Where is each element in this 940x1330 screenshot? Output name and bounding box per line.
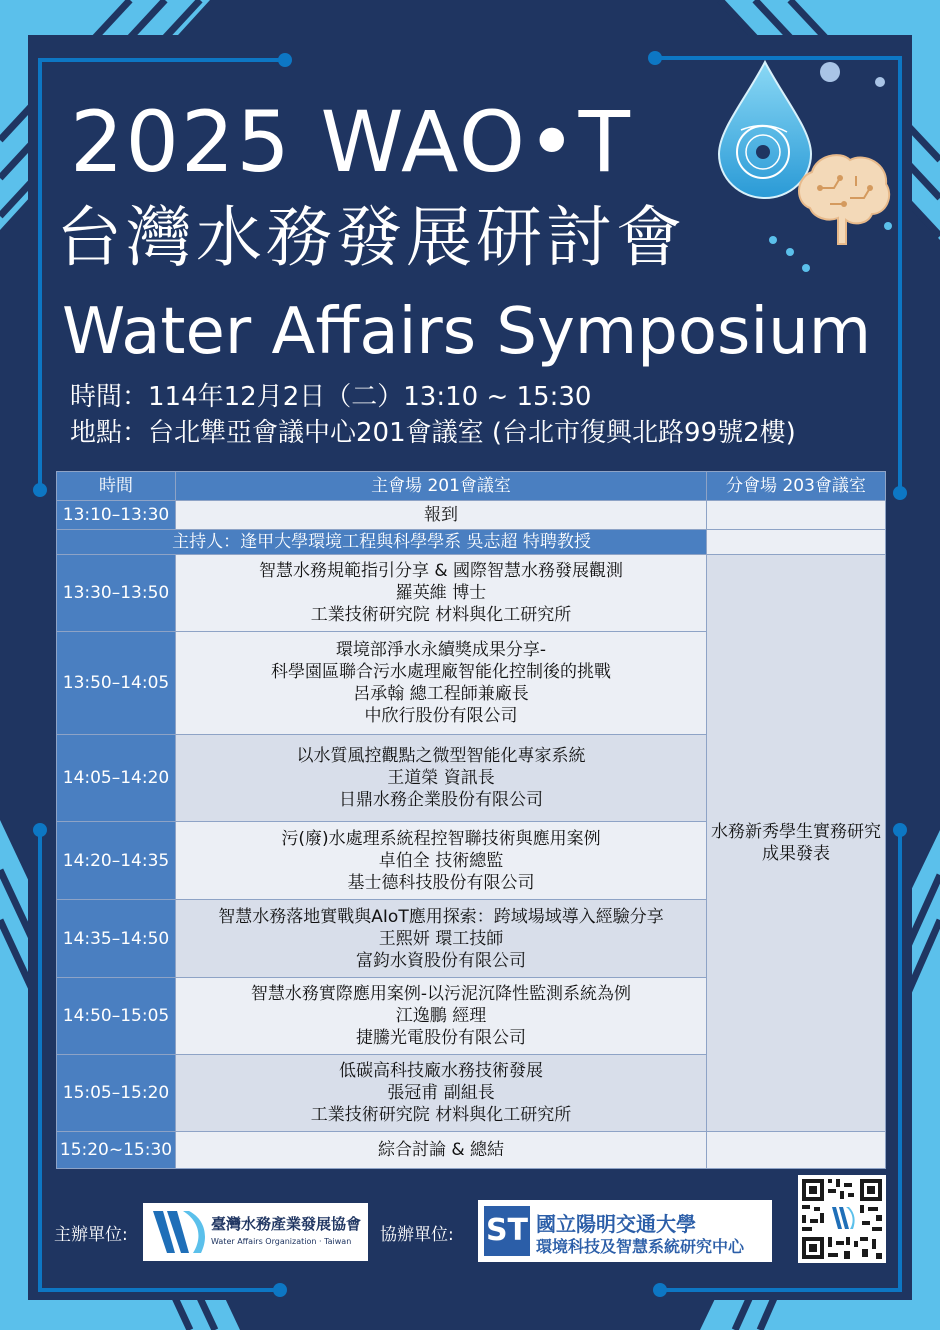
session-topic: 低碳高科技廠水務技術發展 <box>339 1061 543 1081</box>
event-time: 時間：114年12月2日（二）13:10 ~ 15:30 <box>70 382 592 412</box>
brain-circuit-icon <box>790 148 895 248</box>
session-topic: 智慧水務落地實戰與AIoT應用探索：跨域場域導入經驗分享 <box>218 906 664 927</box>
co-organizer-label: 協辦單位: <box>380 1225 454 1245</box>
session-topic: 智慧水務實際應用案例-以污泥沉降性監測系統為例 <box>250 984 632 1004</box>
session-time: 14:50–15:05 <box>57 978 176 1055</box>
session-org: 基士德科技股份有限公司 <box>347 872 535 893</box>
co-organizer-line1: 國立陽明交通大學 <box>536 1212 696 1236</box>
header-sub-venue: 分會場 203會議室 <box>707 472 886 501</box>
session-content <box>176 735 707 822</box>
session-content <box>176 978 707 1055</box>
session-speaker: 王熙妍 環工技師 <box>378 928 504 949</box>
event-place: 地點：台北犨亞會議中心201會議室 (台北市復興北路99號2樓) <box>70 418 796 448</box>
session-time: 13:50–14:05 <box>57 632 176 735</box>
host-row <box>57 530 886 555</box>
session-speaker: 卓伯全 技術總監 <box>378 850 504 871</box>
table-header-row <box>57 472 886 501</box>
header-time: 時間 <box>57 472 176 501</box>
session-topic: 科學園區聯合污水處理廠智能化控制後的挑戰 <box>271 662 611 682</box>
session-topic: 污(廢)水處理系統程控智聯技術與應用案例 <box>281 828 601 849</box>
title-chinese: 台灣水務發展研討會 <box>56 199 686 276</box>
empty-cell <box>707 501 886 530</box>
title-english: Water Affairs Symposium <box>62 295 872 369</box>
co-organizer-line2: 環境科技及智慧系統研究中心 <box>536 1237 745 1256</box>
co-organizer-logo[interactable] <box>478 1200 772 1262</box>
session-org: 富鈞水資股份有限公司 <box>356 950 526 971</box>
organizer-label: 主辦單位: <box>54 1225 128 1245</box>
session-org: 工業技術研究院 材料與化工研究所 <box>310 1105 572 1125</box>
schedule-table <box>56 471 886 1169</box>
wao-logo-icon <box>149 1207 207 1257</box>
registration-row <box>57 501 886 530</box>
registration-text: 報到 <box>176 501 707 530</box>
session-time: 15:05–15:20 <box>57 1055 176 1132</box>
session-time: 13:30–13:50 <box>57 555 176 632</box>
session-topic: 智慧水務規範指引分享 & 國際智慧水務發展觀測 <box>258 561 624 581</box>
session-topic: 環境部淨水永續獎成果分享- <box>335 640 547 660</box>
session-speaker: 江逸鵬 經理 <box>395 1006 487 1026</box>
event-year-title: 2025 WAO•T <box>70 93 632 191</box>
session-topic: 以水質風控觀點之微型智能化專家系統 <box>296 746 586 766</box>
session-org: 工業技術研究院 材料與化工研究所 <box>310 605 572 625</box>
session-speaker: 羅英維 博士 <box>395 583 487 603</box>
session-time: 14:35–14:50 <box>57 900 176 978</box>
session-org: 捷騰光電股份有限公司 <box>356 1028 526 1048</box>
empty-cell <box>707 1132 886 1169</box>
session-content <box>176 555 707 632</box>
session-time: 15:20~15:30 <box>57 1132 176 1169</box>
session-time: 13:10–13:30 <box>57 501 176 530</box>
session-speaker: 張冠甫 副組長 <box>387 1083 495 1103</box>
empty-cell <box>707 530 886 555</box>
host-text: 主持人：逢甲大學環境工程與科學學系 吳志超 特聘教授 <box>57 530 707 555</box>
organizer-logo[interactable] <box>143 1203 368 1261</box>
session-content <box>176 632 707 735</box>
header-main-venue: 主會場 201會議室 <box>176 472 707 501</box>
qr-code-icon[interactable] <box>798 1175 886 1263</box>
session-time: 14:20–14:35 <box>57 822 176 900</box>
session-org: 中欣行股份有限公司 <box>364 706 518 726</box>
session-content <box>176 900 707 978</box>
organizer-name-en: Water Affairs Organization · Taiwan <box>211 1237 352 1246</box>
session-time: 14:05–14:20 <box>57 735 176 822</box>
organizer-name-zh: 臺灣水務產業發展協會 <box>211 1215 362 1233</box>
closing-text: 綜合討論 & 總結 <box>176 1132 707 1169</box>
st-logo-icon: ST <box>484 1206 530 1256</box>
session-speaker: 王道榮 資訊長 <box>387 768 495 788</box>
session-org: 日鼎水務企業股份有限公司 <box>339 790 543 810</box>
side-session-text: 水務新秀學生實務研究成果發表 <box>711 822 881 864</box>
table-row <box>57 555 886 632</box>
closing-row <box>57 1132 886 1169</box>
session-speaker: 呂承翰 總工程師兼廠長 <box>353 684 529 704</box>
session-content <box>176 1055 707 1132</box>
session-content <box>176 822 707 900</box>
side-session <box>707 555 886 1132</box>
